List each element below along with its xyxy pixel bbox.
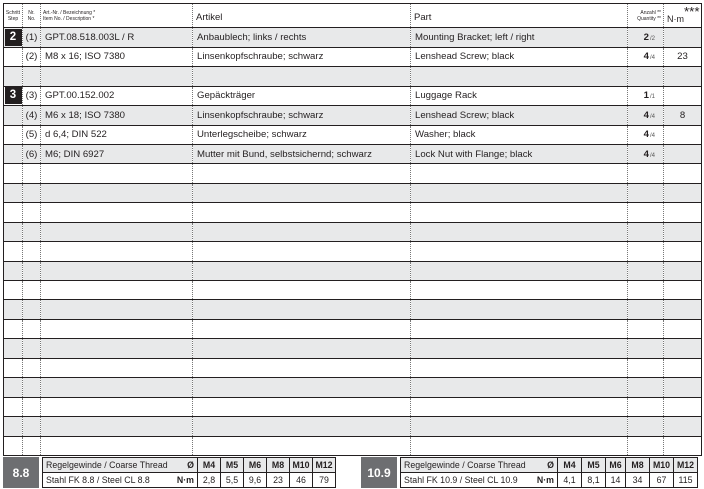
quantity-cell	[628, 281, 664, 300]
item-cell: M6 x 18; ISO 7380	[41, 106, 193, 125]
unit-label: N·m	[536, 475, 554, 485]
torque-cell	[664, 242, 702, 261]
torque-value: 8,1	[582, 473, 606, 488]
artikel-cell	[193, 300, 411, 319]
part-cell	[411, 183, 628, 202]
empty-row	[4, 281, 702, 300]
step-cell	[4, 183, 23, 202]
header-step: Schritt Step	[4, 4, 23, 28]
step-cell	[4, 281, 23, 300]
empty-row	[4, 397, 702, 416]
part-cell	[411, 222, 628, 241]
quantity-cell	[628, 339, 664, 358]
header-quantity: Anzahl ** Quantity **	[628, 4, 664, 28]
item-cell	[41, 242, 193, 261]
step-number-badge: 2	[5, 29, 22, 46]
size-cell: M4	[558, 458, 582, 473]
torque-table-10-9	[361, 457, 698, 488]
quantity-cell	[628, 203, 664, 222]
part-cell: Luggage Rack	[411, 86, 628, 105]
step-cell	[4, 86, 23, 105]
step-cell	[4, 28, 23, 47]
part-cell	[411, 397, 628, 416]
torque-value: 115	[674, 473, 698, 488]
size-cell: M6	[606, 458, 626, 473]
torque-cell	[664, 183, 702, 202]
size-cell: M6	[244, 458, 267, 473]
torque-cell	[664, 86, 702, 105]
step-cell	[4, 261, 23, 280]
quantity-value: 1	[643, 90, 649, 102]
part-cell	[411, 319, 628, 338]
size-cell: M12	[313, 458, 336, 473]
header-no: Nr. No.	[23, 4, 41, 28]
quantity-cell	[628, 261, 664, 280]
quantity-cell	[628, 242, 664, 261]
torque-cell	[664, 339, 702, 358]
table-row	[4, 47, 702, 66]
item-number-cell	[23, 319, 41, 338]
table-row	[4, 125, 702, 144]
torque-cell	[664, 164, 702, 183]
item-cell: GPT.00.152.002	[41, 86, 193, 105]
part-cell	[411, 261, 628, 280]
artikel-cell: Linsenkopfschraube; schwarz	[193, 106, 411, 125]
size-cell: M10	[650, 458, 674, 473]
size-cell: M8	[267, 458, 290, 473]
quantity-cell	[628, 183, 664, 202]
artikel-cell	[193, 164, 411, 183]
torque-cell	[664, 222, 702, 241]
item-cell: M6; DIN 6927	[41, 144, 193, 163]
part-cell: Lenshead Screw; black	[411, 106, 628, 125]
step-cell	[4, 378, 23, 397]
part-cell	[411, 281, 628, 300]
part-cell: Washer; black	[411, 125, 628, 144]
size-cell: M8	[626, 458, 650, 473]
diameter-symbol: Ø	[547, 460, 554, 470]
item-cell	[41, 281, 193, 300]
artikel-cell	[193, 242, 411, 261]
item-cell	[41, 378, 193, 397]
item-cell	[41, 222, 193, 241]
item-number-cell: (3)	[23, 86, 41, 105]
parts-list-table	[3, 3, 702, 456]
step-cell	[4, 436, 23, 455]
artikel-cell	[193, 417, 411, 436]
steel-label-cell: Stahl FK 10.9 / Steel CL 10.9 N·m	[401, 473, 558, 488]
quantity-value: 2	[643, 32, 649, 44]
artikel-cell	[193, 261, 411, 280]
empty-row	[4, 300, 702, 319]
torque-cell	[664, 417, 702, 436]
empty-row	[4, 164, 702, 183]
artikel-cell	[193, 281, 411, 300]
quantity-cell	[628, 144, 664, 163]
empty-row	[4, 358, 702, 377]
quantity-value: 4	[643, 148, 649, 160]
torque-cell	[664, 67, 702, 86]
item-number-cell: (1)	[23, 28, 41, 47]
grade-badge-8-8: 8.8	[3, 457, 39, 488]
quantity-total: /4	[649, 55, 655, 62]
empty-row	[4, 261, 702, 280]
item-number-cell	[23, 397, 41, 416]
size-cell: M5	[582, 458, 606, 473]
step-cell	[4, 319, 23, 338]
step-cell	[4, 164, 23, 183]
table-row	[4, 67, 702, 86]
torque-value: 23	[267, 473, 290, 488]
size-cell: M4	[198, 458, 221, 473]
quantity-cell	[628, 67, 664, 86]
artikel-cell	[193, 319, 411, 338]
header-nm-mark: ***	[684, 4, 700, 19]
item-number-cell	[23, 164, 41, 183]
quantity-cell	[628, 47, 664, 66]
item-number-cell	[23, 222, 41, 241]
item-cell	[41, 319, 193, 338]
quantity-cell	[628, 300, 664, 319]
empty-row	[4, 183, 702, 202]
steel-label-cell: Stahl FK 8.8 / Steel CL 8.8 N·m	[43, 473, 198, 488]
torque-cell	[664, 319, 702, 338]
item-cell	[41, 261, 193, 280]
item-cell	[41, 397, 193, 416]
empty-row	[4, 436, 702, 455]
item-cell	[41, 358, 193, 377]
step-cell	[4, 222, 23, 241]
torque-cell	[664, 203, 702, 222]
torque-value: 5,5	[221, 473, 244, 488]
artikel-cell	[193, 339, 411, 358]
item-number-cell	[23, 300, 41, 319]
torque-cell	[664, 358, 702, 377]
artikel-cell: Mutter mit Bund, selbstsichernd; schwarz	[193, 144, 411, 163]
item-number-cell: (4)	[23, 106, 41, 125]
empty-row	[4, 203, 702, 222]
quantity-cell	[628, 125, 664, 144]
artikel-cell	[193, 397, 411, 416]
item-number-cell	[23, 358, 41, 377]
quantity-total: /4	[649, 152, 655, 159]
artikel-cell	[193, 222, 411, 241]
step-cell	[4, 397, 23, 416]
item-number-cell	[23, 183, 41, 202]
quantity-cell	[628, 417, 664, 436]
quantity-value: 4	[643, 129, 649, 141]
thread-label-cell: Regelgewinde / Coarse Thread Ø	[401, 458, 558, 473]
torque-value: 46	[290, 473, 313, 488]
torque-cell	[664, 281, 702, 300]
part-cell	[411, 300, 628, 319]
torque-value: 4,1	[558, 473, 582, 488]
part-cell: Lock Nut with Flange; black	[411, 144, 628, 163]
unit-label: N·m	[176, 475, 194, 485]
size-cell: M12	[674, 458, 698, 473]
size-cell: M10	[290, 458, 313, 473]
quantity-cell	[628, 319, 664, 338]
quantity-cell	[628, 378, 664, 397]
table-header-row	[4, 4, 702, 28]
step-number-badge: 3	[5, 87, 22, 104]
step-cell	[4, 203, 23, 222]
torque-value: 67	[650, 473, 674, 488]
torque-cell	[664, 378, 702, 397]
quantity-cell	[628, 397, 664, 416]
quantity-cell	[628, 86, 664, 105]
size-cell: M5	[221, 458, 244, 473]
artikel-cell	[193, 183, 411, 202]
table-row	[4, 144, 702, 163]
part-cell	[411, 242, 628, 261]
quantity-total: /4	[649, 113, 655, 120]
grade-badge-10-9: 10.9	[361, 457, 397, 488]
part-cell	[411, 67, 628, 86]
torque-cell	[664, 300, 702, 319]
torque-cell: 23	[664, 47, 702, 66]
torque-cell	[664, 436, 702, 455]
header-nm: N·m***	[664, 4, 702, 28]
step-cell	[4, 417, 23, 436]
quantity-cell	[628, 436, 664, 455]
quantity-cell	[628, 28, 664, 47]
step-cell	[4, 300, 23, 319]
step-cell	[4, 106, 23, 125]
item-cell	[41, 203, 193, 222]
item-cell: GPT.08.518.003L / R	[41, 28, 193, 47]
empty-row	[4, 242, 702, 261]
torque-value: 34	[626, 473, 650, 488]
part-cell: Lenshead Screw; black	[411, 47, 628, 66]
item-cell: M8 x 16; ISO 7380	[41, 47, 193, 66]
item-number-cell	[23, 436, 41, 455]
torque-value: 9,6	[244, 473, 267, 488]
header-artikel: Artikel	[193, 4, 411, 28]
artikel-cell	[193, 203, 411, 222]
quantity-total: /4	[649, 133, 655, 140]
item-cell	[41, 300, 193, 319]
quantity-total: /1	[649, 94, 655, 101]
part-cell	[411, 417, 628, 436]
item-cell	[41, 164, 193, 183]
item-number-cell: (6)	[23, 144, 41, 163]
item-number-cell	[23, 242, 41, 261]
empty-row	[4, 319, 702, 338]
item-cell: d 6,4; DIN 522	[41, 125, 193, 144]
torque-value: 79	[313, 473, 336, 488]
item-number-cell	[23, 281, 41, 300]
empty-row	[4, 378, 702, 397]
part-cell	[411, 378, 628, 397]
step-cell	[4, 144, 23, 163]
torque-cell	[664, 261, 702, 280]
part-cell: Mounting Bracket; left / right	[411, 28, 628, 47]
table-row	[4, 28, 702, 47]
quantity-total: /2	[649, 36, 655, 43]
torque-value: 2,8	[198, 473, 221, 488]
item-number-cell: (2)	[23, 47, 41, 66]
quantity-cell	[628, 106, 664, 125]
item-number-cell	[23, 378, 41, 397]
artikel-cell	[193, 358, 411, 377]
thread-label-cell: Regelgewinde / Coarse Thread Ø	[43, 458, 198, 473]
step-cell	[4, 47, 23, 66]
item-cell	[41, 183, 193, 202]
step-cell	[4, 358, 23, 377]
item-cell	[41, 67, 193, 86]
torque-cell	[664, 144, 702, 163]
diameter-symbol: Ø	[187, 460, 194, 470]
quantity-value: 4	[643, 51, 649, 63]
part-cell	[411, 164, 628, 183]
torque-table-8-8	[3, 457, 336, 488]
artikel-cell	[193, 378, 411, 397]
item-cell	[41, 436, 193, 455]
item-number-cell: (5)	[23, 125, 41, 144]
artikel-cell: Anbaublech; links / rechts	[193, 28, 411, 47]
empty-row	[4, 339, 702, 358]
item-cell	[41, 339, 193, 358]
quantity-cell	[628, 222, 664, 241]
torque-cell: 8	[664, 106, 702, 125]
item-number-cell	[23, 417, 41, 436]
header-item: Art.-Nr. / Bezeichnung * Item No. / Description *	[41, 4, 193, 28]
torque-value: 14	[606, 473, 626, 488]
item-cell	[41, 417, 193, 436]
step-cell	[4, 339, 23, 358]
part-cell	[411, 436, 628, 455]
item-number-cell	[23, 261, 41, 280]
part-cell	[411, 203, 628, 222]
part-cell	[411, 339, 628, 358]
artikel-cell: Unterlegscheibe; schwarz	[193, 125, 411, 144]
item-number-cell	[23, 203, 41, 222]
quantity-value: 4	[643, 109, 649, 121]
header-part: Part	[411, 4, 628, 28]
artikel-cell: Gepäckträger	[193, 86, 411, 105]
part-cell	[411, 358, 628, 377]
artikel-cell: Linsenkopfschraube; schwarz	[193, 47, 411, 66]
step-cell	[4, 242, 23, 261]
quantity-cell	[628, 358, 664, 377]
empty-row	[4, 417, 702, 436]
artikel-cell	[193, 436, 411, 455]
artikel-cell	[193, 67, 411, 86]
table-row	[4, 106, 702, 125]
item-number-cell	[23, 67, 41, 86]
step-cell	[4, 125, 23, 144]
empty-row	[4, 222, 702, 241]
torque-cell	[664, 397, 702, 416]
torque-cell	[664, 28, 702, 47]
item-number-cell	[23, 339, 41, 358]
step-cell	[4, 67, 23, 86]
quantity-cell	[628, 164, 664, 183]
torque-cell	[664, 125, 702, 144]
table-row	[4, 86, 702, 105]
